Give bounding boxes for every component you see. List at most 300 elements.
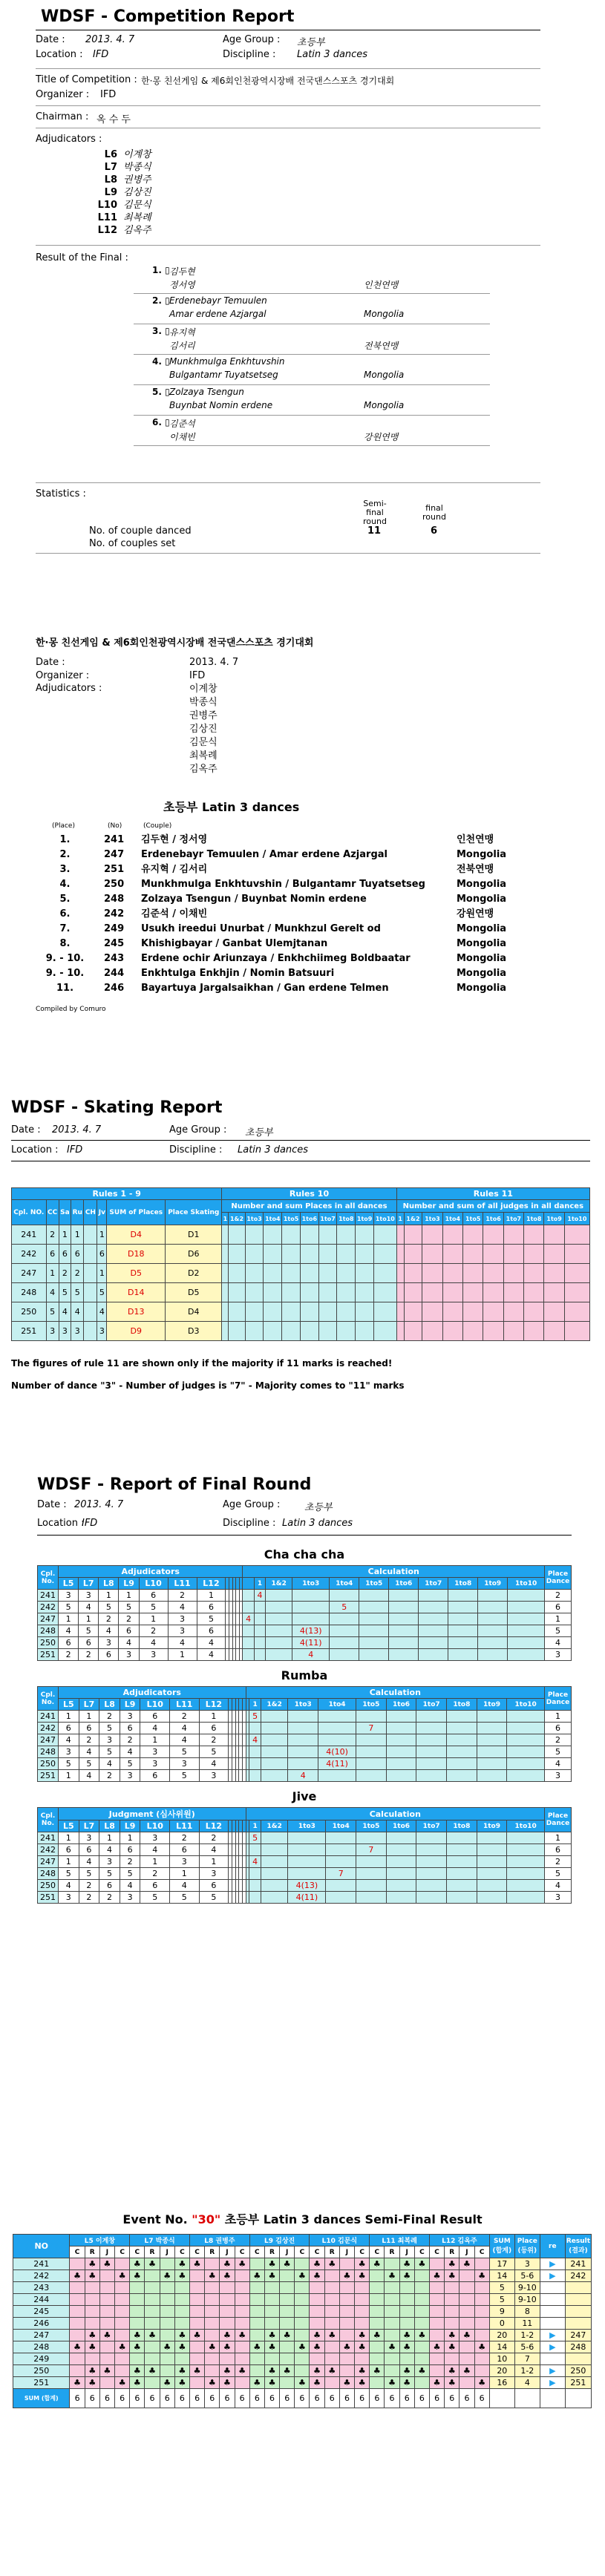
sf-mark: ♣ — [280, 2365, 295, 2377]
sum-row — [45, 951, 557, 966]
rule-cell — [222, 1322, 229, 1341]
rule-cell — [282, 1302, 301, 1322]
sf-mark — [355, 2318, 370, 2330]
sum-no: 250 — [104, 879, 125, 890]
rule-cell — [544, 1264, 564, 1283]
calc-cell — [447, 1844, 477, 1856]
sum-place: 2. — [59, 849, 71, 860]
place-dance: 5 — [545, 1868, 572, 1880]
sf-result — [565, 2306, 591, 2318]
judge-mark: 3 — [119, 1649, 139, 1661]
calc-cell — [243, 1602, 254, 1613]
skating-cell: 2 — [59, 1264, 71, 1283]
skating-cell: 1 — [97, 1225, 107, 1245]
sf-mark — [429, 2282, 444, 2294]
judge-mark: 1 — [59, 1770, 79, 1782]
calc-col-head: 1to6 — [386, 1699, 416, 1711]
calc-col-head: 1 — [249, 1820, 261, 1832]
judge-mark: 4 — [120, 1746, 140, 1758]
sf-mark — [99, 2294, 114, 2306]
result-place: 5. ▯ — [152, 387, 170, 397]
sf-mark — [429, 2258, 444, 2270]
rule-cell — [222, 1225, 229, 1245]
result-item — [134, 355, 490, 385]
couple-no: 242 — [13, 2270, 70, 2282]
calc-cell — [507, 1868, 545, 1880]
sf-mark — [99, 2377, 114, 2389]
sf-re — [540, 2282, 565, 2294]
rule-cell — [422, 1302, 442, 1322]
ns-head: Number and sum Places in all dances — [222, 1200, 396, 1213]
calc-cell — [254, 1602, 265, 1613]
sf-mark — [474, 2294, 489, 2306]
sf-mark: ♣ — [220, 2330, 235, 2341]
rule-cell — [300, 1302, 318, 1322]
place-dance: 6 — [545, 1602, 572, 1613]
sf-mark: ♣ — [324, 2258, 339, 2270]
calc-cell — [419, 1590, 448, 1602]
col-head: re — [540, 2235, 565, 2258]
rule-cell — [337, 1322, 356, 1341]
dance-row — [38, 1770, 572, 1782]
judge-mark: 2 — [139, 1625, 168, 1637]
result-club: 전북연맹 — [364, 341, 399, 351]
couple-no: 242 — [38, 1602, 59, 1613]
sf-mark: ♣ — [160, 2270, 174, 2282]
rule-cell — [264, 1225, 282, 1245]
sf-result — [565, 2318, 591, 2330]
sf-mark — [189, 2341, 204, 2353]
sum-cell: 6 — [474, 2389, 489, 2408]
ns-head: Number and sum of all judges in all dances — [396, 1200, 589, 1213]
dance-row — [38, 1880, 572, 1892]
judge-head: L12 — [199, 1699, 229, 1711]
sum-no: 244 — [104, 968, 125, 979]
sf-mark — [189, 2318, 204, 2330]
judge-mark: 4 — [197, 1649, 226, 1661]
sf-mark — [220, 2353, 235, 2365]
calc-cell — [477, 1856, 507, 1868]
calc-cell: 4 — [243, 1613, 254, 1625]
rule-cell — [282, 1264, 301, 1283]
skating-cell: 3 — [97, 1322, 107, 1341]
judge-mark: 6 — [99, 1880, 120, 1892]
judge-mark: 3 — [199, 1868, 229, 1880]
rule-cell — [300, 1245, 318, 1264]
sum-club: Mongolia — [457, 923, 507, 934]
calc-cell: 4 — [249, 1734, 261, 1746]
rule-cell — [282, 1322, 301, 1341]
sf-place: 9-10 — [514, 2294, 540, 2306]
sf-mark — [264, 2318, 279, 2330]
col-head: Sa — [59, 1200, 71, 1225]
rule-cell — [356, 1302, 374, 1322]
sum-no: 241 — [104, 834, 125, 845]
sf-mark — [99, 2270, 114, 2282]
sf-mark — [160, 2258, 174, 2270]
sk-date-label: Date : — [11, 1124, 41, 1135]
sum-cell: 6 — [445, 2389, 460, 2408]
sum-couple: Munkhmulga Enkhtuvshin / Bulgantamr Tuyatsetseg — [141, 879, 425, 890]
calc-cell — [477, 1770, 507, 1782]
sf-re: ▶ — [540, 2258, 565, 2270]
disc-label: Discipline : — [223, 49, 276, 60]
sf-mark: ♣ — [460, 2365, 474, 2377]
judge-head: L8 — [99, 1578, 119, 1590]
rule-cell — [300, 1225, 318, 1245]
sf-mark — [99, 2282, 114, 2294]
dance-row — [38, 1892, 572, 1904]
calc-cell — [386, 1868, 416, 1880]
place-head: (Place) — [52, 822, 75, 830]
sf-re: ▶ — [540, 2330, 565, 2341]
calc-cell — [507, 1892, 545, 1904]
calc-cell — [447, 1746, 477, 1758]
sf-mark — [145, 2318, 160, 2330]
sf-mark — [385, 2330, 399, 2341]
sf-sum: 5 — [489, 2282, 514, 2294]
sf-mark — [205, 2258, 220, 2270]
sum-cell: 6 — [99, 2389, 114, 2408]
dance-row — [38, 1832, 572, 1844]
calc-col-head: 1to5 — [356, 1820, 387, 1832]
calc-cell — [416, 1856, 447, 1868]
calc-cell — [419, 1625, 448, 1637]
sf-mark: ♣ — [220, 2270, 235, 2282]
sf-mark — [189, 2306, 204, 2318]
semi-head: Semi-final round — [363, 499, 387, 526]
sf-mark — [70, 2282, 85, 2294]
sf-row — [13, 2341, 592, 2353]
skating-cell: D18 — [107, 1245, 166, 1264]
rule-cell — [282, 1225, 301, 1245]
dance-name: Cha cha cha — [264, 1547, 345, 1561]
sub-head: R — [324, 2246, 339, 2258]
calc-col-head: 1&2 — [266, 1578, 292, 1590]
calc-cell — [330, 1649, 359, 1661]
calc-cell — [326, 1844, 356, 1856]
rule-cell — [544, 1245, 564, 1264]
sum-no: 242 — [104, 908, 125, 920]
date-value: 2013. 4. 7 — [85, 34, 135, 45]
sf-mark — [295, 2258, 310, 2270]
sf-mark — [174, 2294, 189, 2306]
sf-mark — [145, 2377, 160, 2389]
sf-mark — [445, 2294, 460, 2306]
calc-cell — [389, 1590, 419, 1602]
sf-mark: ♣ — [385, 2341, 399, 2353]
result-item — [134, 385, 490, 416]
sf-mark: ♣ — [220, 2365, 235, 2377]
sf-re: ▶ — [540, 2377, 565, 2389]
sf-place: 4 — [514, 2377, 540, 2389]
couple-no: 242 — [38, 1723, 59, 1734]
sf-sum: 14 — [489, 2270, 514, 2282]
sf-place: 9-10 — [514, 2282, 540, 2294]
sf-mark: ♣ — [264, 2270, 279, 2282]
sf-mark — [385, 2353, 399, 2365]
calc-cell — [254, 1637, 265, 1649]
calc-cell — [507, 1844, 545, 1856]
calc-cell — [292, 1613, 330, 1625]
sf-mark: ♣ — [310, 2365, 324, 2377]
calc-col-head: 1 — [249, 1699, 261, 1711]
sf-mark — [385, 2306, 399, 2318]
sf-mark — [205, 2330, 220, 2341]
sum-cell: 6 — [339, 2389, 354, 2408]
adj-head: Judgment (심사위원) — [59, 1808, 246, 1820]
sf-mark: ♣ — [399, 2330, 414, 2341]
sf-mark: ♣ — [370, 2258, 385, 2270]
rule-cell — [222, 1245, 229, 1264]
judge-mark: 1 — [59, 1711, 79, 1723]
fr-age-label: Age Group : — [223, 1499, 281, 1510]
rule-col-head: 1to3 — [422, 1213, 442, 1225]
sf-mark — [249, 2258, 264, 2270]
judge-mark: 6 — [140, 1770, 170, 1782]
calc-cell — [288, 1723, 318, 1734]
sf-mark: ♣ — [235, 2365, 249, 2377]
sf-mark — [429, 2353, 444, 2365]
place-dance: 1 — [545, 1832, 572, 1844]
judge-mark: 4 — [59, 1880, 79, 1892]
rule-cell — [356, 1225, 374, 1245]
sf-mark — [174, 2306, 189, 2318]
calc-cell — [447, 1892, 477, 1904]
sf-mark — [399, 2282, 414, 2294]
sk-loc: IFD — [67, 1144, 83, 1156]
calc-cell — [288, 1734, 318, 1746]
judge-mark: 5 — [99, 1868, 120, 1880]
judge-mark: 3 — [79, 1832, 99, 1844]
rule-col-head: 1to5 — [463, 1213, 483, 1225]
sub-head: C — [189, 2246, 204, 2258]
calc-cell — [386, 1734, 416, 1746]
calc-cell — [243, 1637, 254, 1649]
final-results — [134, 263, 490, 446]
calc-cell — [359, 1625, 389, 1637]
skating-row — [12, 1283, 590, 1302]
calc-cell — [356, 1734, 387, 1746]
rule-cell — [337, 1283, 356, 1302]
sum-couple: Zolzaya Tsengun / Buynbat Nomin erdene — [141, 894, 367, 905]
skating-cell: 5 — [97, 1283, 107, 1302]
sf-row — [13, 2270, 592, 2282]
sf-mark — [445, 2306, 460, 2318]
rule-cell — [404, 1225, 422, 1245]
skating-cell: 2 — [71, 1264, 84, 1283]
skating-cell: 6 — [59, 1245, 71, 1264]
judge-head: L8 — [99, 1699, 120, 1711]
skating-cell: 3 — [71, 1322, 84, 1341]
calc-col-head: 1to3 — [288, 1820, 326, 1832]
sf-mark — [445, 2318, 460, 2330]
judge-mark: 3 — [139, 1649, 168, 1661]
calc-cell — [389, 1637, 419, 1649]
calc-cell — [243, 1649, 254, 1661]
rule-col-head: 1to6 — [300, 1213, 318, 1225]
judge-mark: 2 — [199, 1734, 229, 1746]
sum-place: 8. — [59, 938, 71, 949]
sf-mark: ♣ — [85, 2341, 99, 2353]
sf-mark — [235, 2318, 249, 2330]
sum-cell — [489, 2389, 514, 2408]
skating-cell: 248 — [12, 1283, 47, 1302]
sf-mark: ♣ — [414, 2365, 429, 2377]
sum-place: 11. — [56, 983, 74, 994]
skating-cell: 4 — [46, 1283, 59, 1302]
rule-cell — [374, 1264, 397, 1283]
sk-age: 초등부 — [245, 1127, 273, 1138]
sf-mark — [414, 2377, 429, 2389]
rule-cell — [503, 1225, 523, 1245]
sum-couple: 김준석 / 이채빈 — [141, 908, 208, 920]
calc-cell: 4 — [292, 1649, 330, 1661]
disc-value: Latin 3 dances — [297, 49, 368, 60]
calc-cell — [416, 1734, 447, 1746]
judge-mark: 4 — [99, 1625, 119, 1637]
sf-mark: ♣ — [130, 2258, 145, 2270]
sf-mark: ♣ — [445, 2270, 460, 2282]
sf-mark — [99, 2306, 114, 2318]
judge-head: L9 — [120, 1699, 140, 1711]
sum-row — [45, 833, 557, 848]
sf-mark — [324, 2270, 339, 2282]
judge-mark: 3 — [168, 1625, 197, 1637]
skating-cell: 6 — [46, 1245, 59, 1264]
sf-mark — [249, 2294, 264, 2306]
calc-cell — [478, 1613, 508, 1625]
calc-cell — [477, 1711, 507, 1723]
sf-mark — [145, 2294, 160, 2306]
rule-cell — [245, 1322, 264, 1341]
sf-mark — [414, 2341, 429, 2353]
sk-disc: Latin 3 dances — [238, 1144, 309, 1156]
calc-cell — [359, 1649, 389, 1661]
calc-col-head: 1&2 — [261, 1699, 288, 1711]
sum-org-label: Organizer : — [36, 670, 90, 681]
calc-head: Calculation — [246, 1808, 544, 1820]
result-place: 2. ▯ — [152, 295, 170, 306]
col-head: Place Skating — [166, 1200, 222, 1225]
calc-cell — [386, 1892, 416, 1904]
judge-mark: 5 — [140, 1892, 170, 1904]
sf-mark: ♣ — [189, 2258, 204, 2270]
calc-cell — [288, 1832, 326, 1844]
result-club: Mongolia — [364, 400, 405, 410]
sf-mark — [130, 2282, 145, 2294]
calc-cell — [266, 1649, 292, 1661]
result-partner-1: Zolzaya Tsengun — [169, 387, 244, 397]
sf-mark — [429, 2306, 444, 2318]
sf-mark — [220, 2318, 235, 2330]
sf-mark — [205, 2306, 220, 2318]
sf-mark — [189, 2270, 204, 2282]
calc-cell — [266, 1590, 292, 1602]
judge-head: L8 — [99, 1820, 120, 1832]
result-partner-1: 김두현 — [169, 266, 195, 277]
rule-cell — [564, 1302, 589, 1322]
calc-cell — [386, 1856, 416, 1868]
sf-mark — [370, 2306, 385, 2318]
calc-cell — [386, 1746, 416, 1758]
sf-mark — [355, 2294, 370, 2306]
sf-mark: ♣ — [264, 2341, 279, 2353]
couple-head: (Couple) — [143, 822, 172, 830]
sf-mark: ♣ — [429, 2377, 444, 2389]
sf-mark — [160, 2282, 174, 2294]
calc-col-head — [243, 1578, 254, 1590]
judge-mark: 2 — [99, 1613, 119, 1625]
rule-cell — [544, 1283, 564, 1302]
couple-no: 250 — [38, 1758, 59, 1770]
sf-mark: ♣ — [474, 2377, 489, 2389]
sum-row — [45, 981, 557, 996]
result-item — [134, 416, 490, 446]
calc-cell: 7 — [356, 1723, 387, 1734]
sum-no: 245 — [104, 938, 125, 949]
skating-cell: 3 — [46, 1322, 59, 1341]
sf-mark — [310, 2294, 324, 2306]
judge-mark: 1 — [99, 1590, 119, 1602]
sf-mark — [264, 2282, 279, 2294]
calc-cell — [419, 1649, 448, 1661]
sf-mark: ♣ — [370, 2330, 385, 2341]
sum-place: 3. — [59, 864, 71, 875]
judge-head: L10 — [139, 1578, 168, 1590]
sf-mark — [295, 2353, 310, 2365]
rule-cell — [503, 1283, 523, 1302]
sf-mark — [339, 2318, 354, 2330]
rule-cell — [503, 1264, 523, 1283]
judge-mark: 3 — [140, 1746, 170, 1758]
sf-mark — [235, 2341, 249, 2353]
sum-row — [45, 937, 557, 951]
sf-mark: ♣ — [174, 2377, 189, 2389]
sf-mark: ♣ — [70, 2270, 85, 2282]
calc-cell — [448, 1590, 478, 1602]
sum-cell: 6 — [235, 2389, 249, 2408]
sf-mark — [414, 2294, 429, 2306]
rule-cell — [544, 1322, 564, 1341]
rule-cell — [483, 1264, 503, 1283]
sum-cell: 6 — [115, 2389, 130, 2408]
sf-mark — [205, 2294, 220, 2306]
sf-mark — [280, 2270, 295, 2282]
adj-row: L7 박종식 — [104, 162, 151, 173]
rule-cell — [356, 1283, 374, 1302]
judge-mark: 6 — [79, 1637, 99, 1649]
calc-cell — [356, 1868, 387, 1880]
sf-mark: ♣ — [474, 2341, 489, 2353]
skating-cell — [84, 1245, 97, 1264]
age-label: Age Group : — [223, 34, 281, 45]
sum-club: 강원연맹 — [457, 908, 494, 920]
sf-mark — [474, 2282, 489, 2294]
result-club: Mongolia — [364, 370, 405, 380]
calc-cell: 5 — [249, 1832, 261, 1844]
rule-col-head: 1to7 — [503, 1213, 523, 1225]
rule-cell — [222, 1283, 229, 1302]
skating-table — [11, 1187, 590, 1341]
rule-cell — [463, 1264, 483, 1283]
sf-mark — [460, 2353, 474, 2365]
sf-mark — [235, 2377, 249, 2389]
sf-row — [13, 2258, 592, 2270]
sf-mark: ♣ — [355, 2330, 370, 2341]
dance-row — [38, 1746, 572, 1758]
rule-cell — [245, 1283, 264, 1302]
